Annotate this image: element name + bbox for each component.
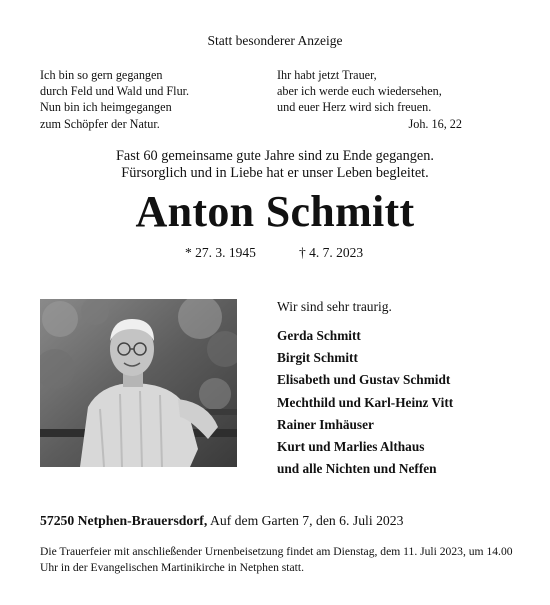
poem-line: aber ich werde euch wiedersehen, [277,84,442,99]
intro-text [0,148,550,182]
mourner-name: Mechthild und Karl-Heinz Vitt [277,394,454,410]
mourner-name: Rainer Imhäuser [277,416,374,432]
notice-header: Statt besonderer Anzeige [207,33,343,48]
portrait-photo [40,299,237,467]
deceased-name: Anton Schmitt [135,187,415,236]
mourner-name: und alle Nichten und Neffen [277,461,437,477]
poem-right [277,67,462,132]
poem-left [40,67,189,132]
poem-line: und euer Herz wird sich freuen. [277,100,432,115]
mourner-name: Gerda Schmitt [277,328,361,343]
poem-line: Nun bin ich heimgegangen [40,100,172,115]
funeral-info: Die Trauerfeier mit anschließender Urnenbeisetzung findet am Dienstag, dem 11. Juli 2023, um 14.00 Uhr in der Evangelischen Martinikirche in Netphen statt. [40,545,513,574]
death-date: † 4. 7. 2023 [299,245,364,260]
mourning-statement: Wir sind sehr traurig. [277,299,392,314]
mourner-name: Birgit Schmitt [277,350,358,366]
birth-date: * 27. 3. 1945 [185,245,256,260]
intro-line: Fast 60 gemeinsame gute Jahre sind zu Ende gegangen. [115,148,434,164]
intro-line: Fürsorglich und in Liebe hat er unser Leben begleitet. [121,165,429,181]
mourner-name: Elisabeth und Gustav Schmidt [277,372,451,388]
place-and-date [40,513,403,529]
mourner-name: Kurt und Marlies Althaus [277,438,425,454]
poem-line: durch Feld und Wald und Flur. [40,84,190,99]
poem-line: Ich bin so gern gegangen [40,68,163,82]
mourners-list [277,325,453,480]
place-town: 57250 Netphen-Brauersdorf, [40,513,208,528]
place-address-date: Auf dem Garten 7, den 6. Juli 2023 [209,513,404,528]
poem-line: zum Schöpfer der Natur. [40,116,160,131]
bible-reference: Joh. 16, 22 [408,116,462,131]
poem-line: Ihr habt jetzt Trauer, [277,68,377,82]
